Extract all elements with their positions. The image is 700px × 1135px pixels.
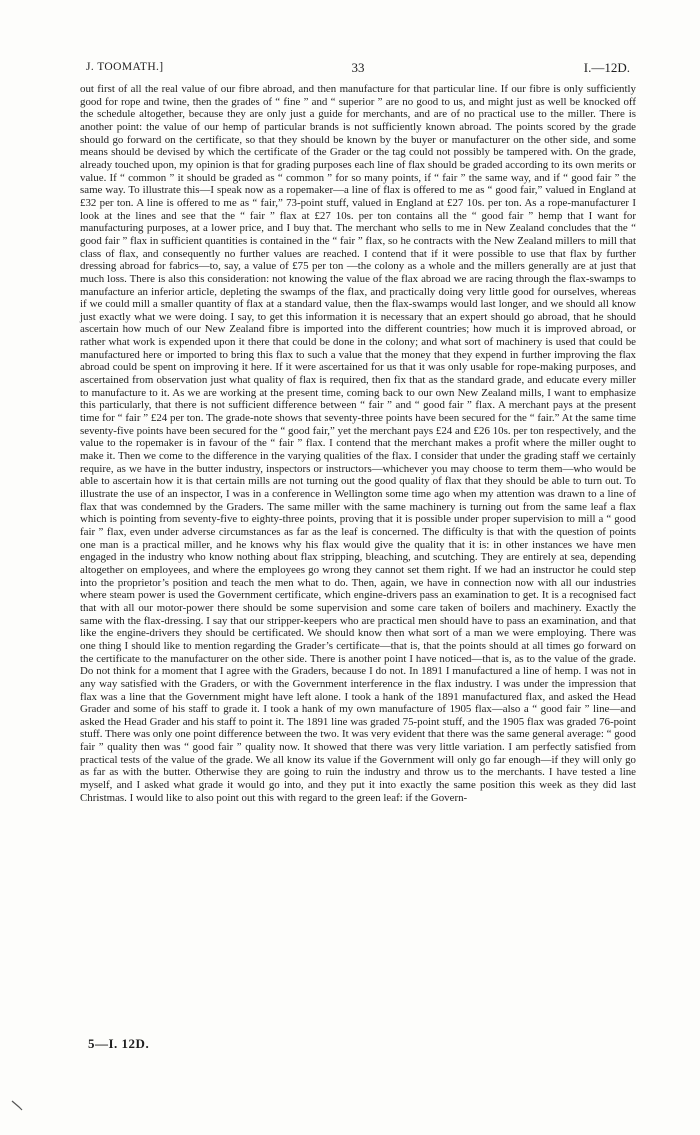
header-author: J. TOOMATH.] xyxy=(86,61,164,73)
page-number: 33 xyxy=(351,60,365,75)
signature-footer: 5—I. 12D. xyxy=(88,1036,150,1051)
margin-mark-icon xyxy=(10,1098,24,1112)
running-header xyxy=(86,61,630,77)
body-paragraph: out first of all the real value of our fibre abroad, and then manufacture for that particular line. If our fibre is only sufficiently good for rope and twine, then the grades of “ fine ” and “ superior ” are no good to us, and might just as well be knocked off the schedule altogether, because they are only just a guide for merchants, and are of no practical use to the miller. There is another point: the value of our hemp of particular brands is not sufficiently known abroad. The points scored by the grade should go forward on the certificate, so that they should be known by the buyer or manufacturer on the other side, and some means should be devised by which the certificate of the Grader or the tag could not possibly be tampered with. On the grade, already touched upon, my opinion is that for grading purposes each line of flax should be graded according to its own merits or value. If “ common ” it should be graded as “ common ” for so many points, if “ fair ” the same way, and if “ good fair ” the same way. To illustrate this—I speak now as a ropemaker—a line of flax is offered to me as “ good fair,” valued in England at £32 per ton. A line is offered to me as “ fair,” 73-point stuff, valued in England at £27 10s. per ton. As a rope-manufacturer I look at the lines and see that the “ fair ” flax at £27 10s. per ton contains all the “ good fair ” hemp that I want for manufacturing purposes, at a lower price, and I buy that. The merchant who sells to me in New Zealand concludes that the “ good fair ” flax in sufficient quantities is contained in the “ fair ” flax, so he contracts with the New Zealand millers to mill that class of flax, and consequently no further values are reached. I contend that if it were possible to use that flax by further dressing abroad for fabrics—to, say, a value of £75 per ton —the colony as a whole and the millers generally are at just that much loss. There is also this consideration: not knowing the value of the flax abroad we are racing through the flax-swamps to manufacture an inferior article, depleting the swamps of the flax, and practically doing very little good for ourselves, whereas if we could mill a smaller quantity of flax at a standard value, then the flax-swamps would last longer, and we should all know just exactly what we were doing. I say, to get this information it is necessary that an expert should go abroad, that he should ascertain how much of our New Zealand fibre is imported into the different countries; how much it is improved abroad, or rather what work is expended upon it there that could be done in the colony; and what sort of machinery is used that could be manufactured here or imported to bring this flax to such a value that the money that they expend in further improving the flax abroad could be spent on improving it here. If it were ascertained for us that it was only usable for rope-making purposes, and ascertained from observation just what quality of flax is required, then fix that as the standard grade, and educate every miller to manufacture to it. As we are working at the present time, coming back to our own New Zealand mills, I want to emphasize this particularly, that there is not sufficient difference between “ fair ” and “ good fair ” flax. A merchant pays at the present time for “ fair ” £24 per ton. The grade-note shows that seventy-three points have been secured for the “ fair.” At the same time seventy-five points have been secured for the “ good fair,” yet the merchant pays £24 and £26 10s. per ton respectively, and the value to the ropemaker is in favour of the “ fair ” flax. I contend that the merchant makes a profit where the miller ought to make it. Then we come to the difference in the varying qualities of the flax. I consider that under the grading staff we certainly require, as we have in the butter industry, inspectors or instructors—whichever you may choose to term them—who would be able to ascertain how it is that certain mills are not turning out the good quality of flax that they should be able to turn out. To illustrate the use of an inspector, I was in a conference in Wellington some time ago when my attention was drawn to a line of flax that was condemned by the Graders. The same miller with the same machinery is turning out from the same leaf a flax which is pointing from seventy-five to eighty-three points, proving that it is possible under proper supervision to mill a “ good fair ” flax, even under adverse circumstances as far as the leaf is concerned. The difficulty is that with the question of points one man is a practical miller, and he knows why his flax would give the quality that it is: in other instances we have men engaged in the industry who know nothing about flax stripping, bleaching, and scutching. They are entirely at sea, depending altogether on employees, and where the employees go wrong they cannot set them right. If we had an instructor he could step into the proprietor’s position and teach the men what to do. Then, again, we have in connection now with all our industries where steam power is used the Government certificate, which engine-drivers pass an examination to get. It is a recognised fact that with all our motor-power there should be some supervision and some care taken of boilers and machinery. Exactly the same with the flax-dressing. I say that our stripper-keepers who are practical men should have to pass an examination, and that like the engine-drivers they should be certificated. We should know then what sort of a man we were employing. There was one thing I should like to mention regarding the Grader’s certificate—that is, that the points should at all times go forward on the certificate to the manufacturer on the other side. There is another point I have noticed—that is, as to the value of the grade. Do not think for a moment that I agree with the Graders, because I do not. In 1891 I manufactured a line of hemp. I was not in any way satisfied with the Graders, or with the Government interference in the flax industry. I was under the impression that flax was a line that the Government might have left alone. I took a hank of the 1891 manufactured flax, and asked the Head Grader and some of his staff to grade it. I took a hank of my own manufacture of 1905 flax—also a “ good fair ” line—and asked the Head Grader and his staff to point it. The 1891 line was graded 75-point stuff, and the 1905 flax was graded 76-point stuff. There was only one point difference between the two. It was very evident that there was the same general average: “ good fair ” quality then was “ good fair ” quality now. It showed that there was very little variation. I am perfectly satisfied from practical tests of the value of the grade. We all know its value if the Government will only go far enough—if they will only go as far as with the butter. Otherwise they are going to ruin the industry and throw us to the merchants. I have tested a line myself, and I asked what grade it would go into, and they put it into exactly the same position this week as they did last Christmas. I would like to also point out this with regard to the green leaf: if the Govern- xyxy=(80,83,636,804)
body-text-column xyxy=(80,83,636,804)
paper-reference: I.—12D. xyxy=(583,60,630,75)
